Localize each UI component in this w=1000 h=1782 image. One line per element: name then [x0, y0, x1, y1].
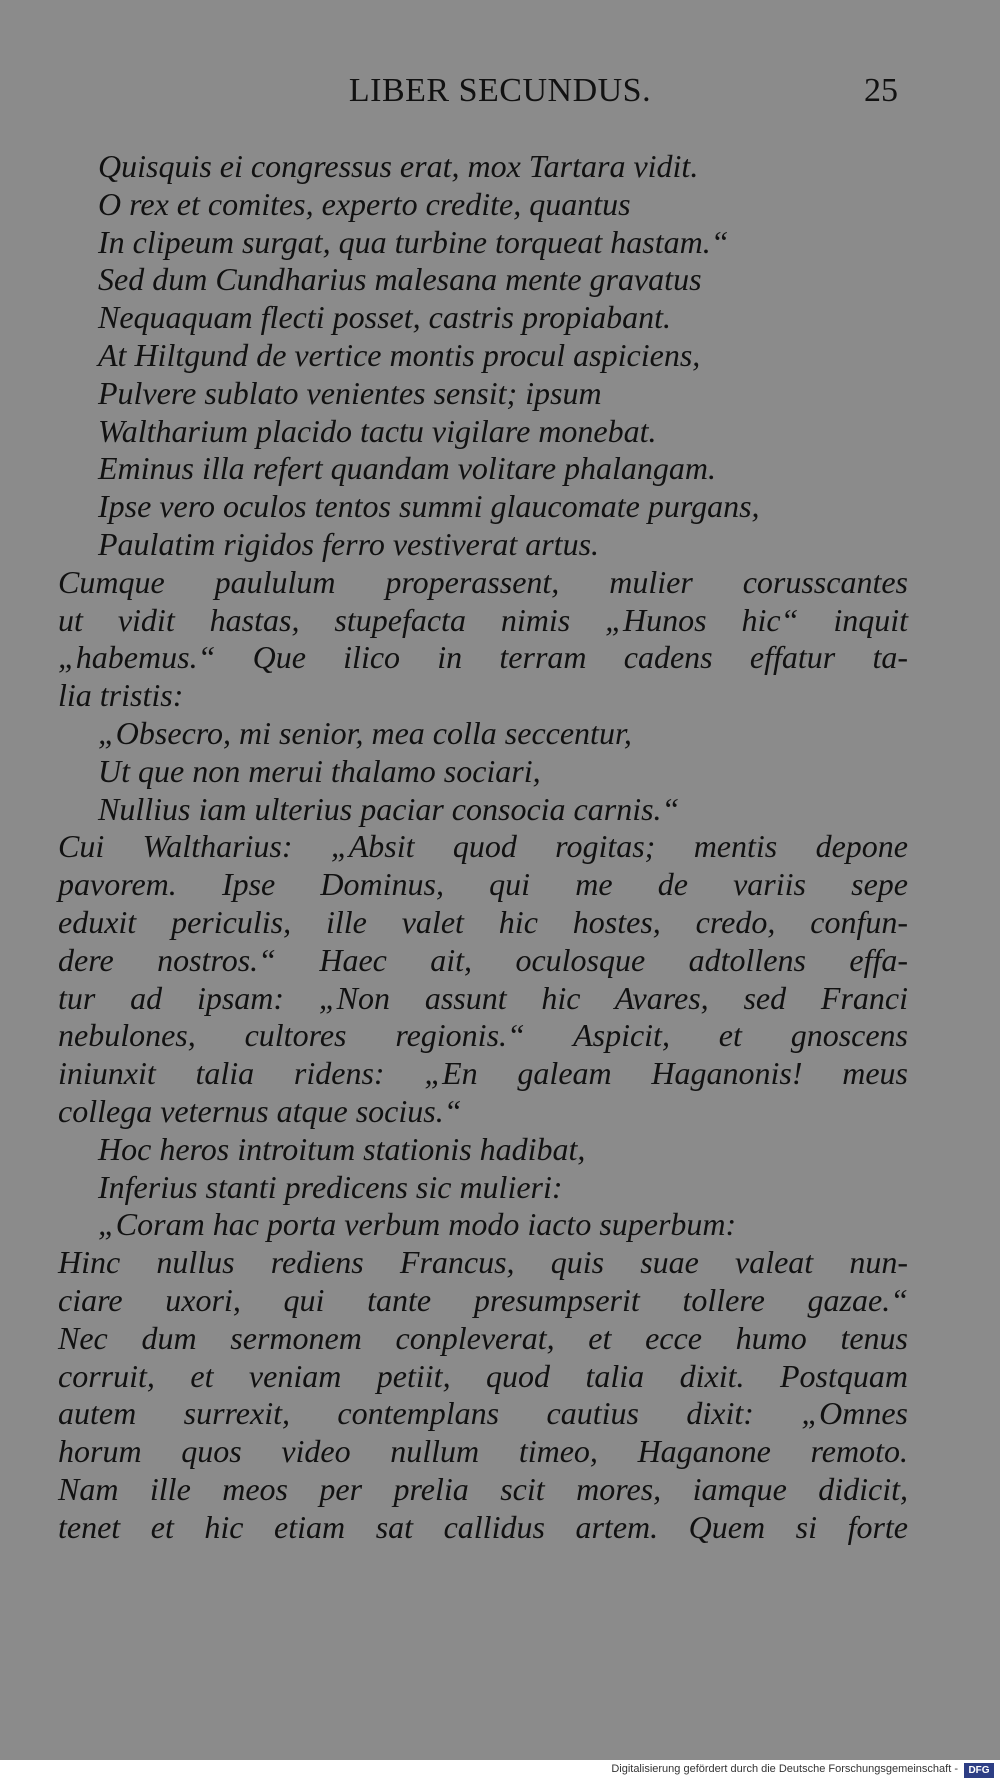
verse-line: Sed dum Cundharius malesana mente gravatus: [98, 261, 702, 298]
prose-line: „habemus.“ Que ilico in terram cadens effatur ta-: [58, 639, 908, 676]
verse-line: Ipse vero oculos tentos summi glaucomate purgans,: [98, 488, 760, 525]
running-title: LIBER SECUNDUS.: [348, 72, 652, 109]
page-number: 25: [864, 72, 898, 109]
prose-line: tenet et hic etiam sat callidus artem. Quem si forte: [58, 1508, 908, 1545]
prose-line: horum quos video nullum timeo, Haganone remoto.: [58, 1433, 908, 1470]
prose-line: iniunxit talia ridens: „En galeam Haganonis! meus: [58, 1055, 908, 1092]
verse-line: Pulvere sublato venientes sensit; ipsum: [98, 374, 602, 411]
verse-line: Nullius iam ulterius paciar consocia carnis.“: [98, 790, 680, 827]
prose-line: Cumque paululum properassent, mulier corusscantes: [58, 563, 908, 600]
verse-line: „Obsecro, mi senior, mea colla seccentur,: [98, 714, 632, 751]
verse-line: „Coram hac porta verbum modo iacto superbum:: [98, 1206, 737, 1243]
prose-line: Nec dum sermonem conpleverat, et ecce humo tenus: [58, 1319, 908, 1356]
verse-line: Eminus illa refert quandam volitare phalangam.: [98, 450, 717, 487]
prose-line: dere nostros.“ Haec ait, oculosque adtollens effa-: [58, 941, 908, 978]
prose-line: Hinc nullus rediens Francus, quis suae valeat nun-: [58, 1244, 908, 1281]
funding-credit: Digitalisierung gefördert durch die Deutsche Forschungsgemeinschaft -: [611, 1763, 958, 1775]
verse-line: Nequaquam flecti posset, castris propiabant.: [98, 299, 672, 336]
running-head: [0, 72, 1000, 116]
prose-line: corruit, et veniam petiit, quod talia dixit. Postquam: [58, 1357, 908, 1394]
prose-line: autem surrexit, contemplans cautius dixit: „Omnes: [58, 1395, 908, 1432]
prose-line: Nam ille meos per prelia scit mores, iamque didicit,: [58, 1470, 908, 1507]
verse-line: At Hiltgund de vertice montis procul aspiciens,: [98, 336, 701, 373]
prose-line: collega veternus atque socius.“: [58, 1092, 462, 1129]
verse-line: Hoc heros introitum stationis hadibat,: [98, 1130, 586, 1167]
verse-line: Paulatim rigidos ferro vestiverat artus.: [98, 525, 600, 562]
verse-line: Inferius stanti predicens sic mulieri:: [98, 1168, 563, 1205]
verse-line: Waltharium placido tactu vigilare monebat.: [98, 412, 657, 449]
prose-line: pavorem. Ipse Dominus, qui me de variis sepe: [58, 866, 908, 903]
body-text: [58, 148, 908, 1546]
prose-line: tur ad ipsam: „Non assunt hic Avares, sed Franci: [58, 979, 908, 1016]
prose-line: eduxit periculis, ille valet hic hostes, credo, confun-: [58, 903, 908, 940]
verse-line: In clipeum surgat, qua turbine torqueat hastam.“: [98, 223, 729, 260]
prose-line: lia tristis:: [58, 677, 184, 714]
dfg-logo: DFG: [964, 1763, 994, 1778]
verse-line: Quisquis ei congressus erat, mox Tartara vidit.: [98, 148, 699, 184]
prose-line: ciare uxori, qui tante presumpserit tollere gazae.“: [58, 1281, 908, 1318]
prose-line: ut vidit hastas, stupefacta nimis „Hunos hic“ inquit: [58, 601, 908, 638]
verse-line: O rex et comites, experto credite, quantus: [98, 185, 631, 222]
footer-bar: [0, 1760, 1000, 1782]
prose-line: nebulones, cultores regionis.“ Aspicit, et gnoscens: [58, 1017, 908, 1054]
prose-line: Cui Waltharius: „Absit quod rogitas; mentis depone: [58, 828, 908, 865]
verse-line: Ut que non merui thalamo sociari,: [98, 752, 541, 789]
